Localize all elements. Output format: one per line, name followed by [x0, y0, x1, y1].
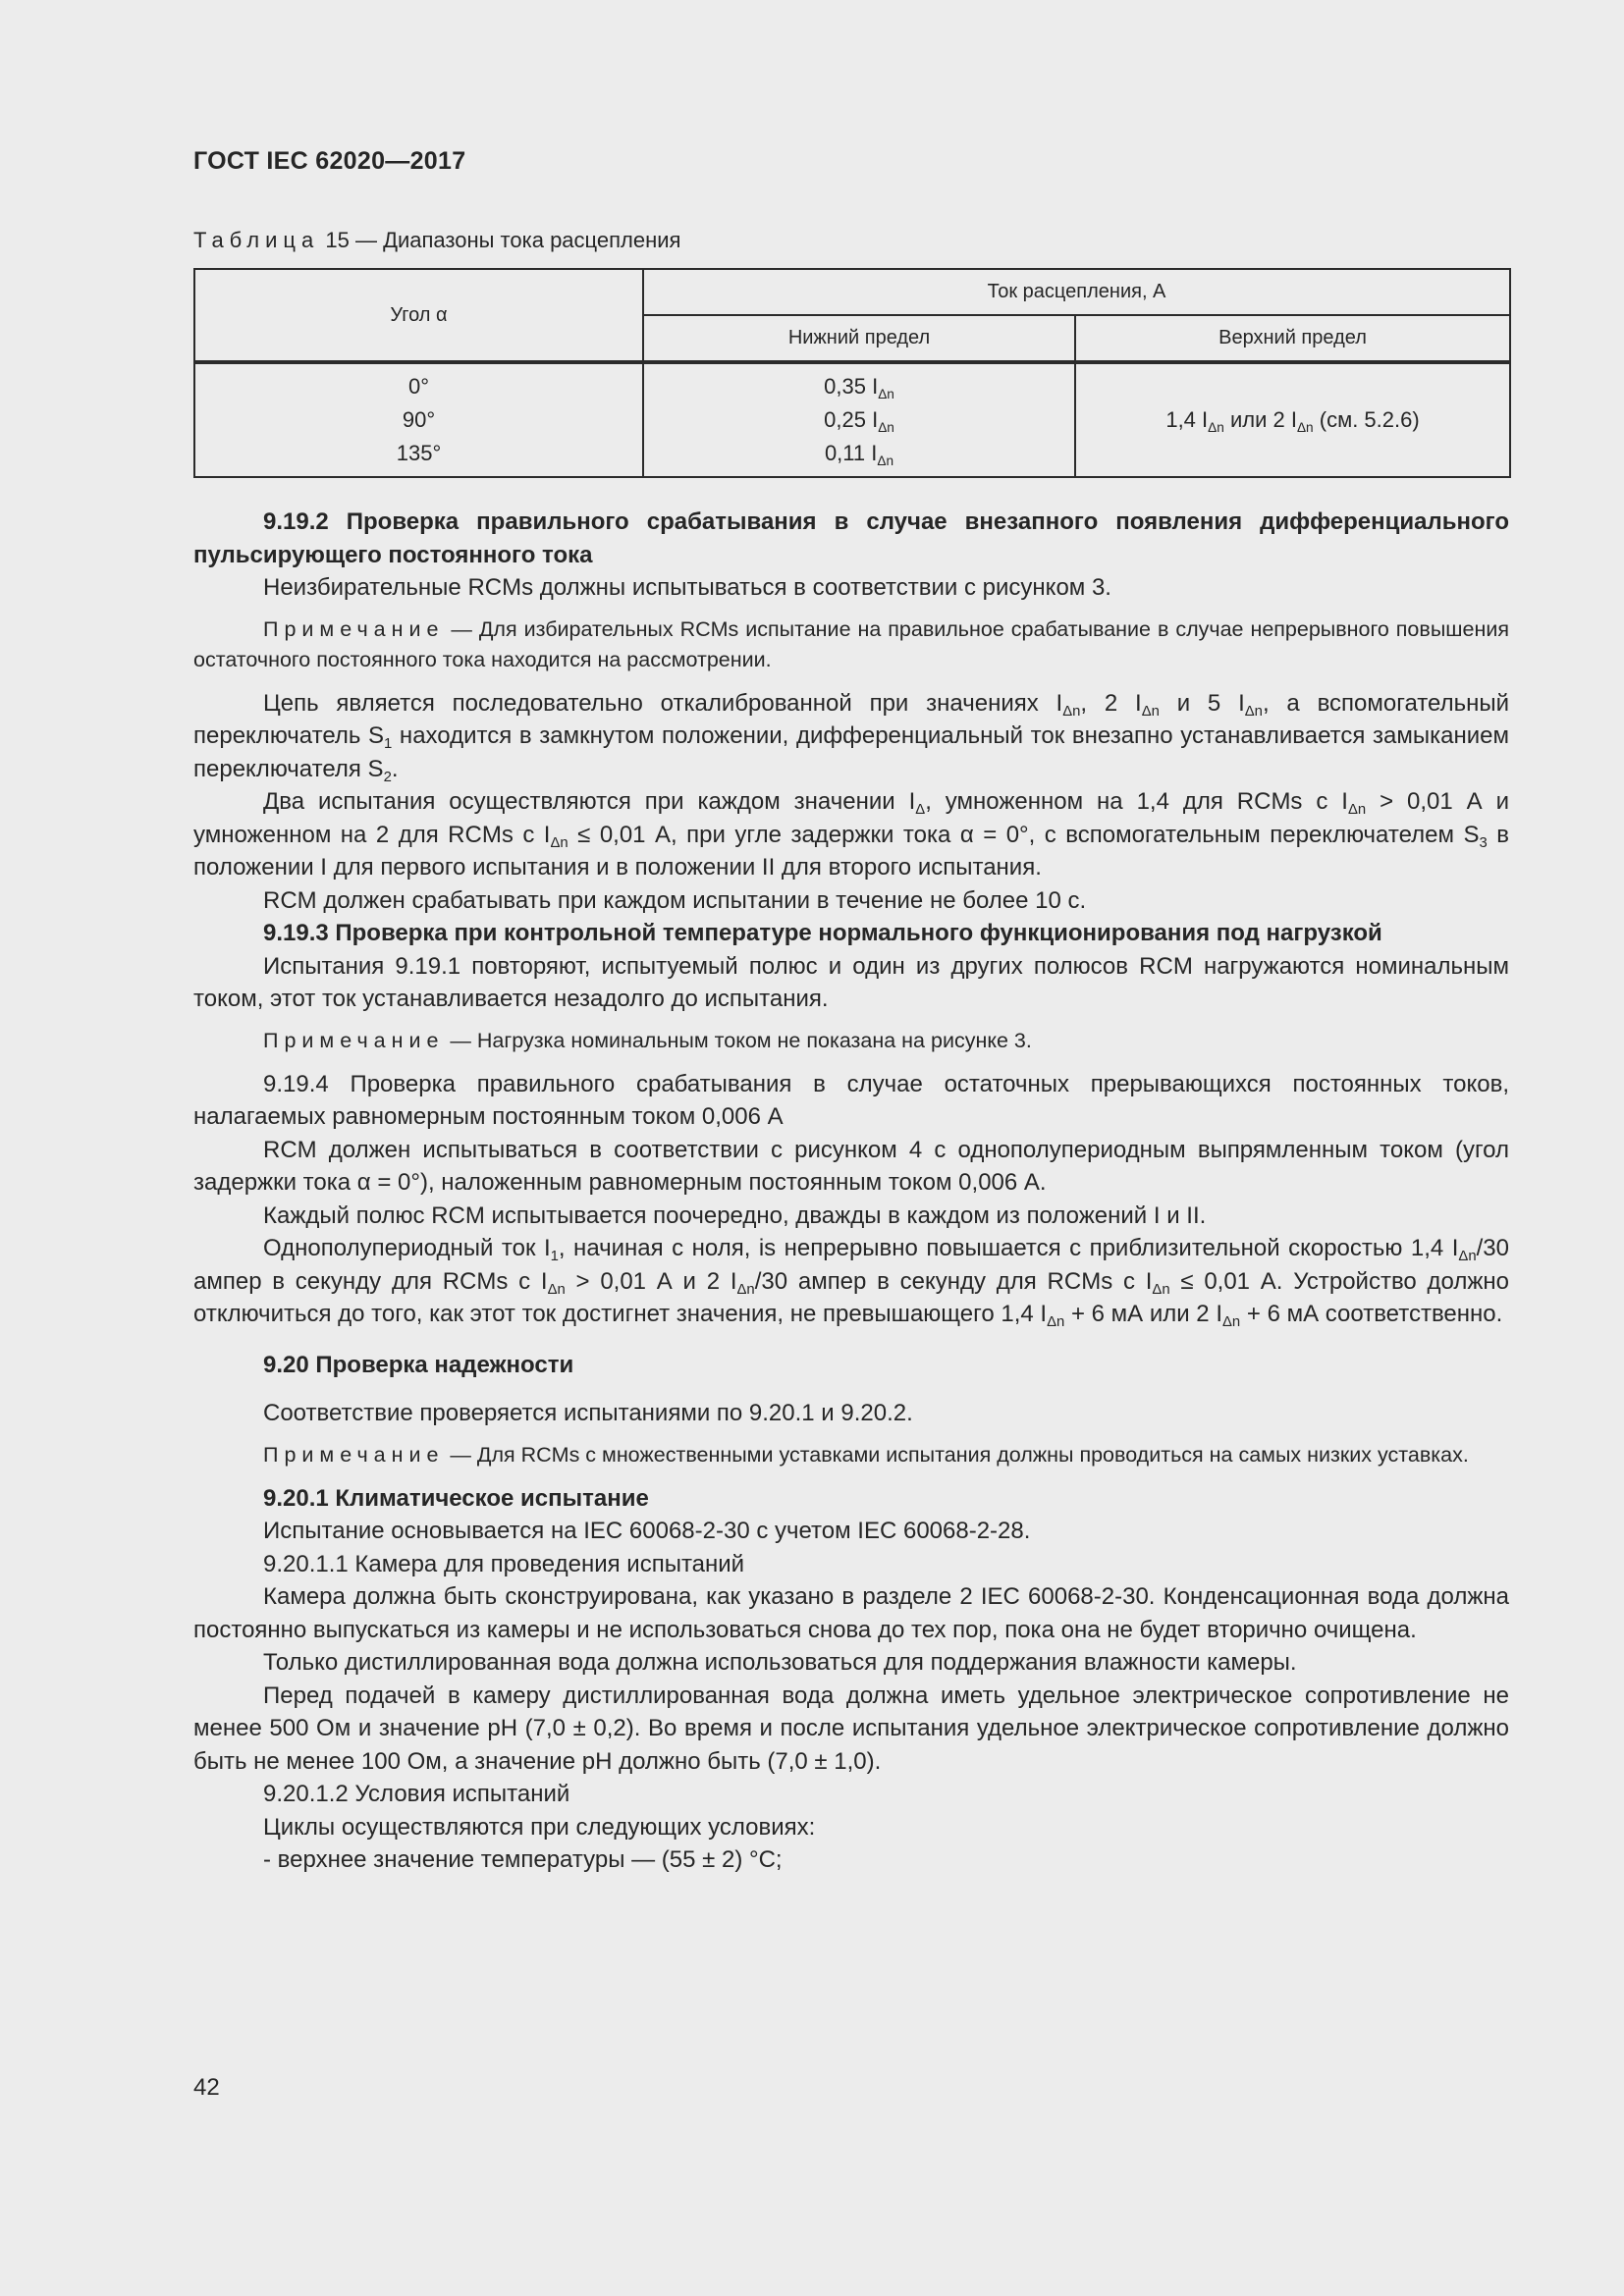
table-caption-text: 15 — Диапазоны тока расцепления — [319, 228, 681, 252]
page-number: 42 — [193, 2074, 220, 2101]
paragraph: Только дистиллированная вода должна использоваться для поддержания влажности камеры. — [263, 1649, 1297, 1676]
angle-value: 90° — [402, 407, 436, 432]
paragraph: Испытания 9.19.1 повторяют, испытуемый полюс и один из других полюсов RCM нагружаются номинальным током, этот ток устанавливается незадолго до испытания. — [193, 952, 1509, 1012]
upper-limit-cell: 1,4 $I_{\Delta n}$ или 2 $I_{\Delta n}$ (см. 5.2.6) — [1075, 363, 1510, 477]
paragraph: Цепь является последовательно откалиброванной при значениях $I_{\Delta n}$, 2 $I_{\Delta n}$ и 5 $I_{\Delta n}$, а вспомогательный переключатель $S_1$ находится в замкнутом положении, дифференциальный ток внезапно устанавливается замыканием переключателя $S_2$. — [193, 689, 1509, 785]
body-text — [193, 506, 1509, 1877]
paragraph: Соответствие проверяется испытаниями по 9.20.1 и 9.20.2. — [263, 1400, 913, 1426]
paragraph: Неизбирательные RCMs должны испытываться в соответствии с рисунком 3. — [263, 574, 1111, 601]
angle-value: 135° — [396, 441, 442, 465]
header-angle: Угол α — [194, 269, 643, 361]
table-caption-label: Таблица — [193, 228, 320, 252]
paragraph: RCM должен срабатывать при каждом испытании в течение не более 10 с. — [263, 886, 1087, 914]
header-trip-current: Ток расцепления, А — [643, 269, 1510, 315]
paragraph: Перед подачей в камеру дистиллированная вода должна иметь удельное электрическое сопротивление не менее 500 Ом и значение pH (7,0 ± 0,2). Во время и после испытания удельное электрическое сопротивление должно быть не менее 100 Ом, а значение pH должно быть (7,0 ± 1,0). — [193, 1682, 1509, 1775]
trip-current-table — [193, 268, 1511, 478]
standard-header: ГОСТ IEC 62020—2017 — [193, 147, 466, 175]
paragraph: Однополупериодный ток $I_1$, начиная с ноля, is непрерывно повышается с приблизительной скоростью 1,4 $I_{\Delta n}/30$ ампер в секунду для RCMs с $I_{\Delta n} > 0,01$ А и 2 $I_{\Delta n}/30$ ампер в секунду для RCMs с $I_{\Delta n} \le 0,01$ А. Устройство должно отключиться до того, как этот ток достигнет значения, не превышающего 1,4 $I_{\Delta n} + 6$ мА или 2 $I_{\Delta n} + 6$ мА соответственно. — [193, 1235, 1510, 1331]
lower-limit-cell — [643, 363, 1075, 477]
note: Примечание — Нагрузка номинальным током не показана на рисунке 3. — [263, 1028, 1032, 1052]
section-9-20-1-title: 9.20.1 Климатическое испытание — [263, 1484, 649, 1512]
header-lower-limit: Нижний предел — [643, 315, 1075, 361]
section-9-19-2-title: 9.19.2 Проверка правильного срабатывания в случае внезапного появления дифференциального пульсирующего постоянного тока — [193, 508, 1509, 568]
angle-value: 0° — [407, 374, 430, 399]
section-9-20-1-1-title: 9.20.1.1 Камера для проведения испытаний — [263, 1550, 745, 1577]
section-9-20-1-2-title: 9.20.1.2 Условия испытаний — [263, 1781, 570, 1807]
header-upper-limit: Верхний предел — [1075, 315, 1510, 361]
list-item: - верхнее значение температуры — (55 ± 2) °С; — [263, 1846, 783, 1873]
section-9-19-3-title: 9.19.3 Проверка при контрольной температуре нормального функционирования под нагрузкой — [263, 920, 1382, 946]
section-9-19-4-title: 9.19.4 Проверка правильного срабатывания в случае остаточных прерывающихся постоянных токов, налагаемых равномерным постоянным током 0,006 А — [193, 1070, 1509, 1130]
lower-limit-value: 0,35 $I_{\Delta n}$ — [824, 374, 894, 401]
lower-limit-value: 0,11 $I_{\Delta n}$ — [824, 441, 894, 468]
section-9-20-title: 9.20 Проверка надежности — [263, 1351, 574, 1378]
paragraph: Испытание основывается на IEC 60068-2-30 с учетом IEC 60068-2-28. — [263, 1518, 1031, 1544]
lower-limit-value: 0,25 $I_{\Delta n}$ — [824, 407, 894, 435]
paragraph: Два испытания осуществляются при каждом значении $I_\Delta$, умноженном на 1,4 для RCMs с $I_{\Delta n} > 0,01$ А и умноженном на 2 для RCMs с $I_{\Delta n} \le 0,01$ А, при угле задержки тока α = 0°, с вспомогательным переключателем $S_3$ в положении I для первого испытания и в положении II для второго испытания. — [193, 788, 1510, 881]
table-caption — [193, 228, 680, 253]
note: Примечание — Для избирательных RCMs испытание на правильное срабатывание в случае непрерывного повышения остаточного постоянного тока находится на рассмотрении. — [193, 616, 1509, 671]
paragraph: Циклы осуществляются при следующих условиях: — [263, 1813, 816, 1841]
paragraph: Камера должна быть сконструирована, как указано в разделе 2 IEC 60068-2-30. Конденсационная вода должна постоянно выпускаться из камеры и не использоваться снова до тех пор, пока она не будет вторично очищена. — [193, 1583, 1509, 1643]
note: Примечание — Для RCMs с множественными уставками испытания должны проводиться на самых низких уставках. — [263, 1442, 1469, 1467]
paragraph: RCM должен испытываться в соответствии с рисунком 4 с однополупериодным выпрямленным током (угол задержки тока α = 0°), наложенным равномерным постоянным током 0,006 А. — [193, 1136, 1509, 1196]
paragraph: Каждый полюс RCM испытывается поочередно, дважды в каждом из положений I и II. — [263, 1201, 1207, 1229]
angle-cell — [194, 363, 643, 477]
